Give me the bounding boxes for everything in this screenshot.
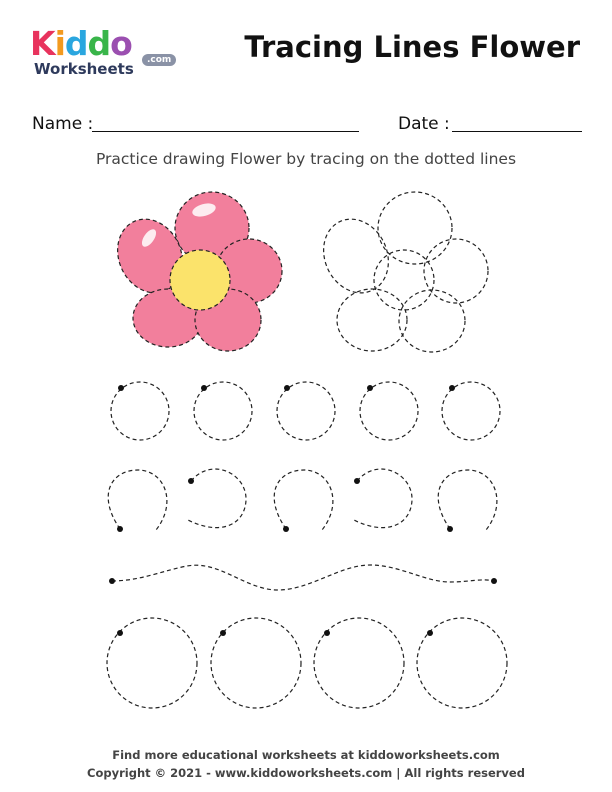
trace-loop[interactable] bbox=[274, 470, 333, 530]
start-dot bbox=[449, 385, 455, 391]
trace-petal-bottom-left[interactable] bbox=[337, 289, 407, 351]
start-dot bbox=[284, 385, 290, 391]
row-small-circles-start-dots bbox=[118, 385, 455, 391]
colored-flower bbox=[106, 192, 282, 351]
row-large-circles[interactable] bbox=[107, 618, 507, 708]
wave-start-dot bbox=[109, 578, 115, 584]
trace-petal-bottom-right[interactable] bbox=[399, 290, 465, 352]
start-dot bbox=[427, 630, 433, 636]
start-dot bbox=[118, 385, 124, 391]
start-dot bbox=[283, 526, 289, 532]
trace-loop[interactable] bbox=[352, 469, 412, 528]
logo-letter: o bbox=[110, 24, 132, 63]
page-title: Tracing Lines Flower bbox=[244, 30, 580, 64]
trace-loop[interactable] bbox=[186, 469, 246, 528]
row-large-circles-start-dots bbox=[117, 630, 433, 636]
start-dot bbox=[117, 526, 123, 532]
name-label: Name : bbox=[32, 114, 94, 134]
start-dot bbox=[220, 630, 226, 636]
start-dot bbox=[367, 385, 373, 391]
logo-letter: d bbox=[64, 24, 88, 63]
instruction-text: Practice drawing Flower by tracing on the dotted lines bbox=[95, 150, 517, 168]
row-loops-start-dots bbox=[117, 478, 453, 532]
row-small-circles[interactable] bbox=[111, 382, 500, 440]
logo-subtitle: Worksheets bbox=[34, 60, 134, 78]
start-dot bbox=[354, 478, 360, 484]
row-loops[interactable] bbox=[108, 469, 497, 530]
footer-line-2: Copyright © 2021 - www.kiddoworksheets.com | All rights reserved bbox=[87, 766, 525, 780]
trace-wave[interactable] bbox=[112, 565, 494, 590]
trace-petal-top[interactable] bbox=[378, 192, 452, 264]
trace-petal-right[interactable] bbox=[424, 239, 488, 303]
flower-center bbox=[170, 250, 230, 310]
trace-loop[interactable] bbox=[108, 470, 167, 530]
start-dot bbox=[324, 630, 330, 636]
start-dot bbox=[117, 630, 123, 636]
logo-letter: K bbox=[30, 24, 55, 63]
trace-loop[interactable] bbox=[438, 470, 497, 530]
start-dot bbox=[447, 526, 453, 532]
logo-com-badge: .com bbox=[142, 54, 176, 66]
logo-letter: d bbox=[87, 24, 111, 63]
start-dot bbox=[201, 385, 207, 391]
footer-line-1: Find more educational worksheets at kiddoworksheets.com bbox=[112, 748, 500, 762]
logo-letter: i bbox=[54, 24, 65, 63]
start-dot bbox=[188, 478, 194, 484]
wave-end-dot bbox=[491, 578, 497, 584]
tracing-flower[interactable] bbox=[312, 192, 488, 352]
date-label: Date : bbox=[398, 114, 450, 134]
